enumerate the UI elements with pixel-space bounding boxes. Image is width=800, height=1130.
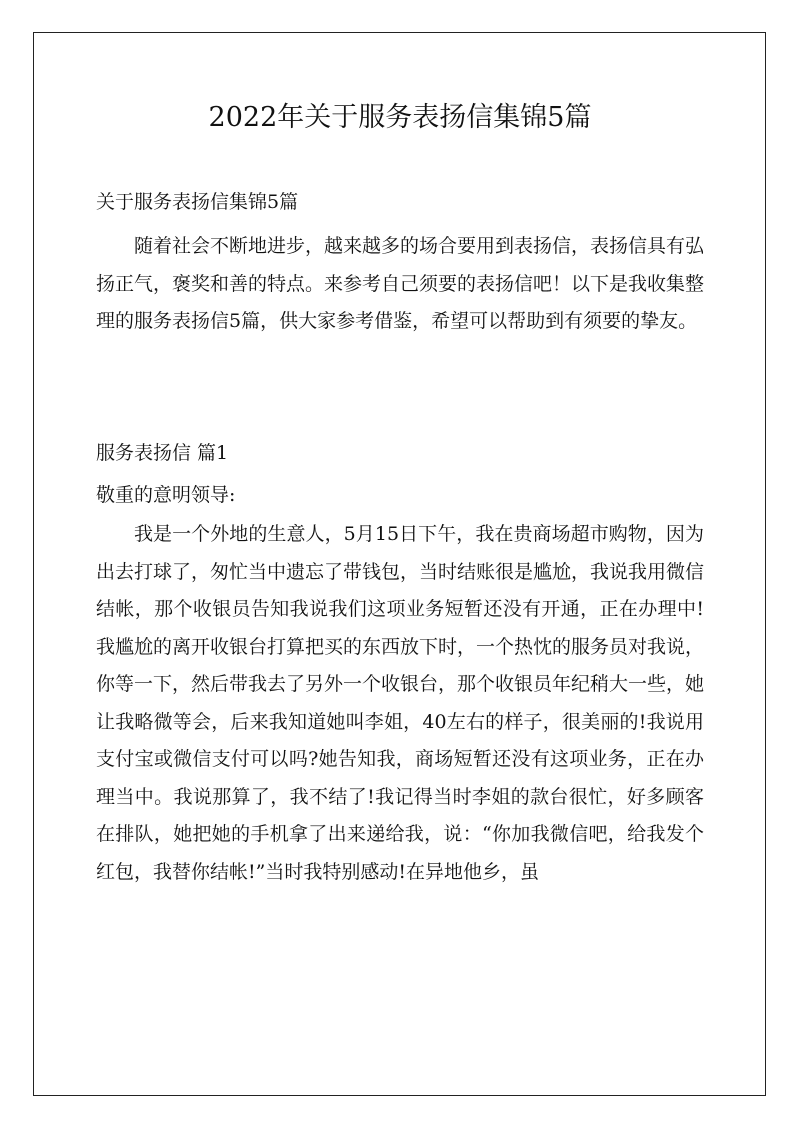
letter-body-paragraph: 我是一个外地的生意人，5月15日下午，我在贵商场超市购物，因为出去打球了，匆忙当中遗忘了带钱包，当时结账很是尴尬，我说我用微信结帐，那个收银员告知我说我们这项业务短暂还没有开通，正在办理中!我尴尬的离开收银台打算把买的东西放下时，一个热忱的服务员对我说，你等一下，然后带我去了另外一个收银台，那个收银员年纪稍大一些，她让我略微等会，后来我知道她叫李姐，40左右的样子，很美丽的!我说用支付宝或微信支付可以吗?她告知我，商场短暂还没有这项业务，正在办理当中。我说那算了，我不结了!我记得当时李姐的款台很忙，好多顾客在排队，她把她的手机拿了出来递给我，说：“你加我微信吧，给我发个红包，我替你结帐!”当时我特别感动!在异地他乡，虽 [96, 523, 705, 883]
section-heading: 服务表扬信 篇1 [96, 442, 229, 464]
letter-salutation: 敬重的意明领导: [96, 484, 236, 506]
document-title: 2022年关于服务表扬信集锦5篇 [208, 102, 592, 133]
document-subtitle: 关于服务表扬信集锦5篇 [96, 191, 299, 213]
intro-paragraph: 随着社会不断地进步，越来越多的场合要用到表扬信，表扬信具有弘扬正气，褒奖和善的特点。来参考自己须要的表扬信吧！以下是我收集整理的服务表扬信5篇，供大家参考借鉴，希望可以帮助到有须要的挚友。 [96, 235, 705, 332]
